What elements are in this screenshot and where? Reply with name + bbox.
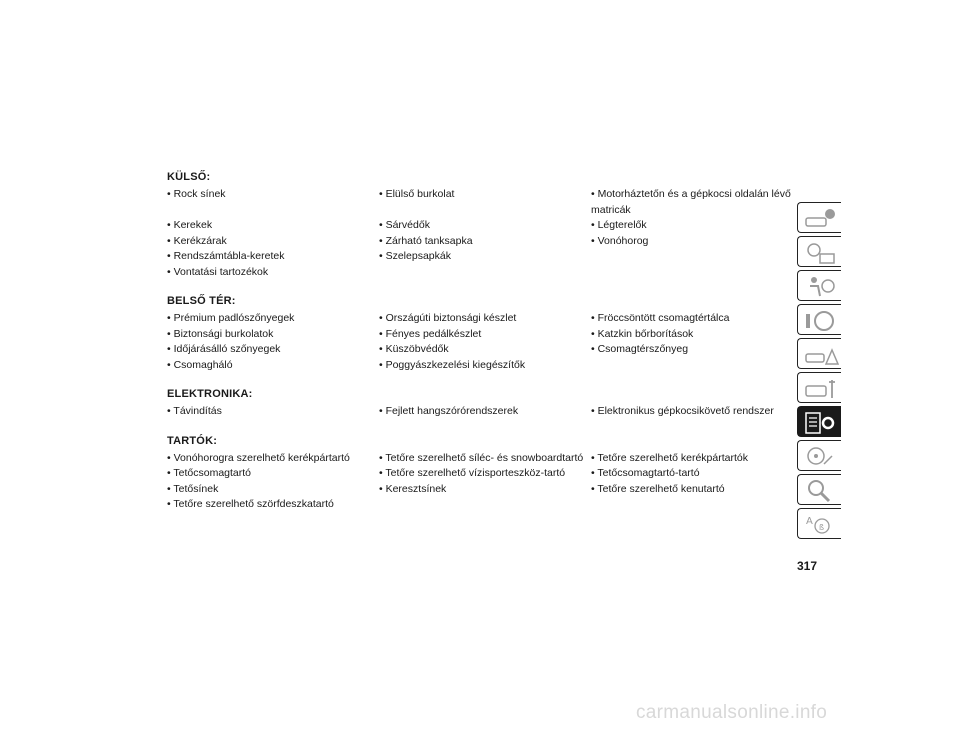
list-item: • Rock sínek xyxy=(167,188,226,200)
section-title: ELEKTRONIKA: xyxy=(167,388,253,400)
tab-dashboard-messages[interactable] xyxy=(797,236,841,267)
list-item: • Rendszámtábla-keretek xyxy=(167,250,285,262)
list-item: • Kerékzárak xyxy=(167,234,227,247)
list-item: • Tetősínek xyxy=(167,482,219,495)
list-item: • Poggyászkezelési kiegészítők xyxy=(379,358,526,371)
tab-car-warning[interactable] xyxy=(797,338,841,369)
list-row xyxy=(167,466,797,482)
list-item xyxy=(379,497,591,513)
list-item: • Távindítás xyxy=(167,405,222,417)
section-title: BELSŐ TÉR: xyxy=(167,295,236,307)
list-row xyxy=(167,234,797,250)
tab-index-search[interactable] xyxy=(797,474,841,505)
list-item: • Időjárásálló szőnyegek xyxy=(167,343,281,355)
list-item: • Tetőcsomagtartó-tartó xyxy=(591,467,700,479)
list-item: • Sárvédők xyxy=(379,219,430,231)
list-item: • Zárható tanksapka xyxy=(379,234,473,247)
list-item: • Tetőre szerelhető kerékpártartók xyxy=(591,451,748,464)
list-row xyxy=(167,265,797,281)
tab-multimedia[interactable] xyxy=(797,440,841,471)
list-row xyxy=(167,342,797,358)
list-item: • Fényes pedálkészlet xyxy=(379,327,482,340)
list-row xyxy=(167,187,797,218)
list-item: • Tetőre szerelhető vízisporteszköz-tartó xyxy=(379,467,566,479)
list-row xyxy=(167,311,797,327)
svg-text:ß: ß xyxy=(819,523,825,532)
list-item: • Tetőre szerelhető kenutartó xyxy=(591,482,725,495)
list-item: • Tetőcsomagtartó xyxy=(167,467,252,479)
list-item: • Kerekek xyxy=(167,219,213,231)
page-number: 317 xyxy=(797,559,818,573)
tab-airbag-safety[interactable] xyxy=(797,270,841,301)
list-row xyxy=(167,218,797,234)
section xyxy=(167,387,797,420)
list-row xyxy=(167,404,797,420)
list-item: • Küszöbvédők xyxy=(379,343,449,355)
tab-steering-start[interactable] xyxy=(797,304,841,335)
list-item: • Országúti biztonsági készlet xyxy=(379,312,517,324)
section xyxy=(167,170,797,280)
section-title: KÜLSŐ: xyxy=(167,171,211,183)
list-item: • Légterelők xyxy=(591,219,647,231)
list-item: • Vonóhorog xyxy=(591,234,649,247)
tab-languages[interactable] xyxy=(797,508,841,539)
list-row xyxy=(167,497,797,513)
list-item: • Biztonsági burkolatok xyxy=(167,327,274,340)
list-item xyxy=(591,249,797,265)
list-item: • Elektronikus gépkocsikövető rendszer xyxy=(591,405,774,417)
list-item: • Motorháztetőn és a gépkocsi oldalán lévő matricák xyxy=(591,188,791,216)
list-item: • Csomagháló xyxy=(167,358,233,371)
list-item: • Tetőre szerelhető síléc- és snowboardtartó xyxy=(379,451,584,464)
tab-car-info[interactable] xyxy=(797,202,841,233)
accessories-content xyxy=(167,170,797,527)
list-item: • Keresztsínek xyxy=(379,482,447,495)
list-row xyxy=(167,358,797,374)
list-item xyxy=(591,497,797,513)
list-item xyxy=(379,265,591,281)
list-item: • Szelepsapkák xyxy=(379,250,451,262)
list-item: • Csomagtérszőnyeg xyxy=(591,343,689,355)
section-title: TARTÓK: xyxy=(167,434,218,447)
section xyxy=(167,294,797,373)
list-item: • Vonóhorogra szerelhető kerékpártartó xyxy=(167,451,350,464)
list-item: • Vontatási tartozékok xyxy=(167,265,269,278)
watermark: carmanualsonline.info xyxy=(636,702,828,723)
list-row xyxy=(167,482,797,498)
svg-text:A: A xyxy=(806,516,813,527)
list-item xyxy=(591,265,797,281)
section xyxy=(167,434,797,513)
tab-specifications-gear[interactable] xyxy=(797,406,841,437)
list-item: • Tetőre szerelhető szörfdeszkatartó xyxy=(167,498,334,510)
list-item xyxy=(591,358,797,374)
tab-car-service[interactable] xyxy=(797,372,841,403)
list-item: • Elülső burkolat xyxy=(379,188,455,200)
list-item: • Fröccsöntött csomagtértálca xyxy=(591,312,730,324)
list-row xyxy=(167,249,797,265)
list-item: • Katzkin bőrborítások xyxy=(591,327,694,340)
list-item: • Fejlett hangszórórendszerek xyxy=(379,405,519,417)
list-item: • Prémium padlószőnyegek xyxy=(167,312,295,324)
chapter-tabs xyxy=(797,202,841,542)
list-row xyxy=(167,327,797,343)
list-row xyxy=(167,451,797,467)
